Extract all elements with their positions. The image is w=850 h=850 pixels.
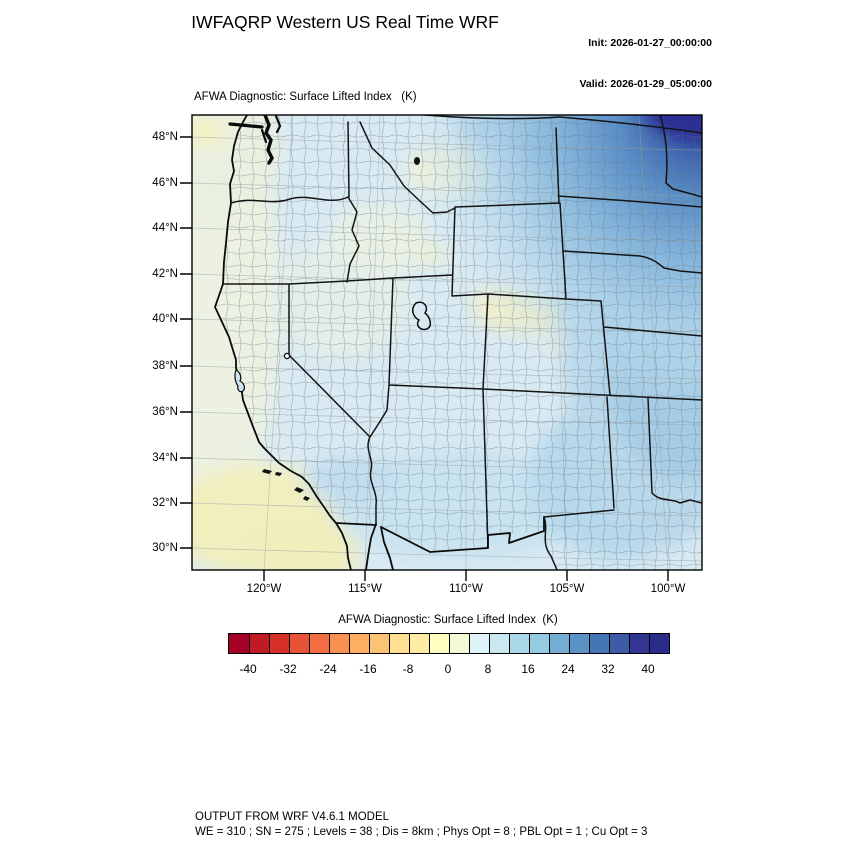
colorbar-tick-label: -32 [279,662,297,676]
colorbar-cell [289,634,309,653]
footer-model-line: OUTPUT FROM WRF V4.6.1 MODEL [195,811,390,823]
colorbar-tick-label: -8 [402,662,414,676]
colorbar-cell [329,634,349,653]
colorbar-cell [609,634,629,653]
lat-tick-label: 32°N [152,497,178,509]
colorbar-cell [629,634,649,653]
colorbar-tick-label: 32 [601,662,615,676]
lake-tahoe [284,353,289,358]
footer-config-line: WE = 310 ; SN = 275 ; Levels = 38 ; Dis = 8km ; Phys Opt = 8 ; PBL Opt = 1 ; Cu Opt = 3 [195,826,648,838]
colorbar-cell [349,634,369,653]
colorbar-tick-label: -16 [359,662,377,676]
lat-tick-label: 46°N [152,177,178,189]
lat-tick-label: 38°N [152,360,178,372]
colorbar-cell [389,634,409,653]
colorbar-tick-label: 16 [521,662,535,676]
lat-tick-label: 34°N [152,452,178,464]
colorbar-cell [229,634,249,653]
colorbar-tick-label: -24 [319,662,337,676]
colorbar-cell [509,634,529,653]
colorbar-cells [228,633,670,654]
init-time: Init: 2026-01-27_00:00:00 [588,37,712,49]
lat-tick-label: 48°N [152,131,178,143]
page-title: IWFAQRP Western US Real Time WRF [191,12,499,32]
colorbar-cell [309,634,329,653]
colorbar-tick-label: 8 [484,662,492,676]
colorbar-cell [589,634,609,653]
lat-tick-label: 30°N [152,542,178,554]
colorbar-tick-label: 40 [641,662,655,676]
lon-tick-label: 120°W [246,583,282,595]
colorbar-cell [549,634,569,653]
colorbar-cell [529,634,549,653]
lon-tick-label: 105°W [549,583,585,595]
colorbar-cell [409,634,429,653]
lon-tick-label: 100°W [650,583,686,595]
colorbar-tick-label: -40 [239,662,257,676]
colorbar-cell [449,634,469,653]
valid-time: Valid: 2026-01-29_05:00:00 [579,77,712,90]
lon-tick-label: 110°W [449,583,483,595]
lon-tick-label: 115°W [348,583,382,595]
flathead-lake [414,157,420,165]
colorbar-cell [569,634,589,653]
lat-tick-label: 40°N [152,313,178,325]
colorbar-cell [649,634,669,653]
colorbar-tick-label: 24 [561,662,575,676]
model-run-stamp [579,10,712,118]
colorbar-cell [429,634,449,653]
colorbar-tick-label: 0 [444,662,452,676]
colorbar-label: AFWA Diagnostic: Surface Lifted Index (K) [338,614,558,626]
colorbar-cell [469,634,489,653]
colorbar-cell [489,634,509,653]
lat-tick-label: 42°N [152,268,178,280]
map-title: AFWA Diagnostic: Surface Lifted Index (K) [194,91,417,103]
lat-tick-label: 36°N [152,406,178,418]
colorbar-cell [249,634,269,653]
lat-tick-label: 44°N [152,222,178,234]
colorbar-cell [269,634,289,653]
colorbar-cell [369,634,389,653]
